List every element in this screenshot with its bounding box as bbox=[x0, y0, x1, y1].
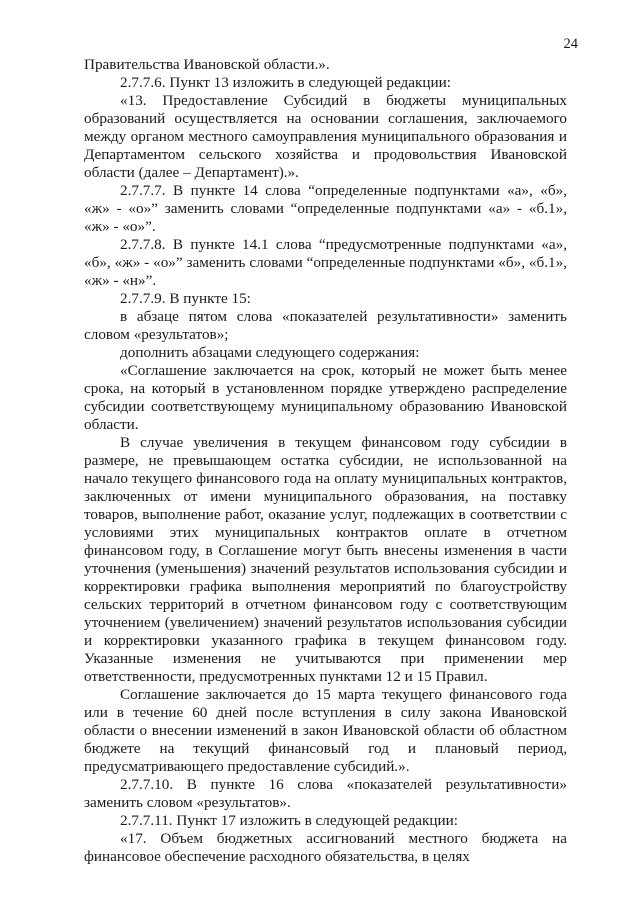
paragraph-13: 2.7.7.11. Пункт 17 изложить в следующей редакции: bbox=[120, 812, 459, 829]
paragraph-9: «Соглашение заключается на срок, который не может быть менее срока, на который в установленном порядке утверждено распределение субсидии соответствующему муниципальному образованию Ивановской области. bbox=[84, 362, 567, 433]
paragraph-10: В случае увеличения в текущем финансовом году субсидии в размере, не превышающем остатка субсидии, не использованной на начало текущего финансового года на оплату муниципальных контрактов, заключенных от имени муниципального образования, на поставку товаров, выполнение работ, оказание услуг, подлежащих в соответствии с условиями этих муниципальных контрактов оплате в отчетном финансовом году, в Соглашение могут быть внесены изменения в части уточнения (уменьшения) значений результатов использования субсидии и корректировки графика выполнения мероприятий по благоустройству сельских территорий в отчетном финансовом году с соответствующим уточнением (увеличением) значений результатов использования субсидии и корректировки указанного графика в текущем финансовом году. Указанные изменения не учитываются при применении мер ответственности, предусмотренных пунктами 12 и 15 Правил. bbox=[84, 434, 567, 685]
paragraph-2: 2.7.7.6. Пункт 13 изложить в следующей редакции: bbox=[120, 74, 451, 91]
page-number: 24 bbox=[563, 36, 578, 52]
paragraph-5: 2.7.7.8. В пункте 14.1 слова “предусмотренные подпунктами «а», «б», «ж» - «о»” заменить словами “определенные подпунктами «б», «б.1», «ж» - «н»”. bbox=[84, 236, 567, 289]
document-body bbox=[84, 56, 567, 866]
paragraph-14: «17. Объем бюджетных ассигнований местного бюджета на финансовое обеспечение расходного обязательства, в целях bbox=[84, 830, 567, 865]
paragraph-6: 2.7.7.9. В пункте 15: bbox=[120, 290, 251, 307]
paragraph-1: Правительства Ивановской области.». bbox=[84, 56, 330, 73]
paragraph-8: дополнить абзацами следующего содержания: bbox=[120, 344, 420, 361]
paragraph-12: 2.7.7.10. В пункте 16 слова «показателей результативности» заменить словом «результатов». bbox=[84, 776, 567, 811]
paragraph-11: Соглашение заключается до 15 марта текущего финансового года или в течение 60 дней после вступления в силу закона Ивановской области о внесении изменений в закон Ивановской области об областном бюджете на текущий финансовый год и плановый период, предусматривающего предоставление субсидий.». bbox=[84, 686, 567, 775]
paragraph-7: в абзаце пятом слова «показателей результативности» заменить словом «результатов»; bbox=[84, 308, 567, 343]
paragraph-4: 2.7.7.7. В пункте 14 слова “определенные подпунктами «а», «б», «ж» - «о»” заменить словами “определенные подпунктами «а» - «б.1», «ж» - «о»”. bbox=[84, 182, 567, 235]
paragraph-3: «13. Предоставление Субсидий в бюджеты муниципальных образований осуществляется на основании соглашения, заключаемого между органом местного самоуправления муниципального образования и Департаментом сельского хозяйства и продовольствия Ивановской области (далее – Департамент).». bbox=[84, 92, 567, 181]
